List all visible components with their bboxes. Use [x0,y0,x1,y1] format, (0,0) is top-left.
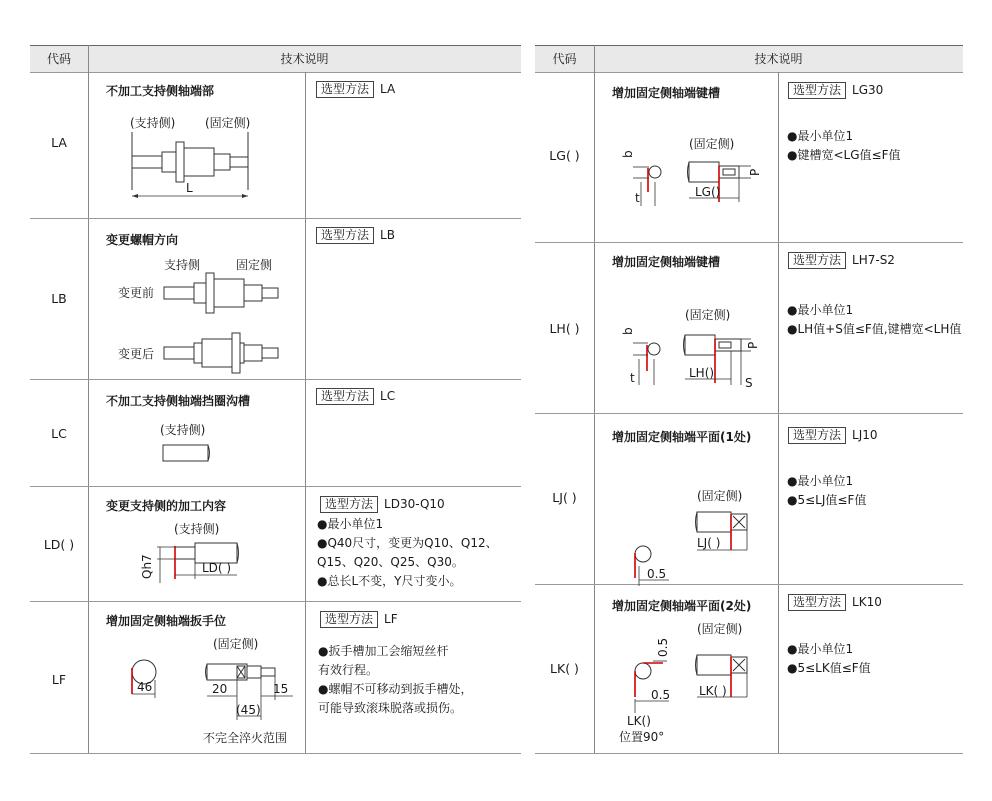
shaft-support-end [132,156,162,168]
row-title: 增加固定侧轴端平面(1处) [612,430,752,444]
lg-figure [615,130,775,220]
selection-label: 选型方法 [788,82,846,99]
note-line: ●键槽宽<LG值≤F值 [787,148,901,162]
row-title: 增加固定侧轴端键槽 [612,86,721,100]
selection-method [788,427,878,444]
selection-method [316,388,395,405]
note-line: ●Q40尺寸，变更为Q10、Q12、 [317,536,498,550]
dim-15: 15 [273,682,289,696]
notes-block [787,301,961,339]
selection-value: LB [380,228,395,242]
selection-method [320,496,445,513]
row-code: LA [51,135,67,150]
row-title: 增加固定侧轴端扳手位 [106,614,227,628]
notes-block [317,515,498,591]
caption-lk: LK() [627,714,651,728]
row-title: 变更螺帽方向 [106,233,179,247]
row-title: 增加固定侧轴端键槽 [612,255,721,269]
nut-flange [176,142,184,182]
row-title: 变更支持侧的加工内容 [106,499,227,513]
dim-lh: LH() [689,366,715,380]
note-line: ●最小单位1 [787,474,854,488]
header-code: 代码 [46,52,71,66]
caption-partial-quench: 不完全淬火范围 [203,731,288,745]
row-code: LG( ) [549,148,580,163]
la-figure [120,112,290,212]
selection-label: 选型方法 [316,81,374,98]
selection-label: 选型方法 [316,388,374,405]
label-support-side: 支持侧 [164,258,201,272]
note-line: 有效行程。 [318,663,379,677]
lj-figure [615,474,775,581]
table-row [30,380,521,487]
note-line: Q15、Q20、Q25、Q30。 [317,555,464,569]
label-before: 变更前 [118,286,155,300]
nut-body [184,148,214,176]
dim-lk: LK( ) [699,684,727,698]
note-line: 可能导致滚珠脱落或损伤。 [318,701,463,715]
dim-t: t [635,191,640,205]
note-line: ●最小单位1 [787,129,854,143]
dim-p: P [746,341,760,349]
lc-figure [160,420,260,480]
label-fixed-side: (固定侧) [697,489,743,503]
label-support-side: (支持侧) [174,522,220,536]
label-support-side: (支持侧) [160,423,206,437]
header-code: 代码 [552,52,577,66]
selection-value: LK10 [852,595,882,609]
selection-method [320,611,398,628]
row-code: LB [51,291,67,306]
label-fixed-side: (固定侧) [697,622,743,636]
selection-value: LH7-S2 [852,253,895,267]
row-code: LH( ) [549,321,580,336]
notes-block [787,472,866,510]
selection-label: 选型方法 [316,227,374,244]
note-line: ●5≤LK值≤F值 [787,661,871,675]
row-code: LC [51,426,67,441]
notes-block [318,642,472,718]
row-title: 不加工支持侧轴端挡圈沟槽 [106,394,251,408]
label-fixed-side: (固定侧) [205,116,251,130]
dim-b: b [621,150,635,158]
shaft-fixed-end [214,154,230,170]
note-line: ●螺帽不可移动到扳手槽处， [318,682,473,696]
note-line: ●扳手槽加工会缩短丝杆 [318,644,449,658]
dim-lj: LJ( ) [697,536,721,550]
note-line: ●总长L不变，Y尺寸变小。 [317,574,462,588]
selection-method [316,81,395,98]
row-code: LK( ) [550,661,579,676]
lk-figure [615,615,775,753]
dim-q: Qh7 [140,554,154,579]
row-code: LJ( ) [552,490,577,505]
selection-value: LJ10 [852,428,878,442]
row-code: LD( ) [43,537,75,552]
table-row [535,243,963,414]
selection-value: LD30-Q10 [384,497,445,511]
note-line: ●最小单位1 [317,517,384,531]
dim-05-vertical: 0.5 [656,637,670,657]
row-title: 增加固定侧轴端平面(2处) [612,599,752,613]
table-row [30,602,521,754]
lf-figure [125,630,305,750]
label-fixed-side: 固定侧 [236,258,273,272]
selection-value: LF [384,612,398,626]
dim-ld: LD( ) [202,561,232,575]
selection-value: LC [380,389,396,403]
header-description: 技术说明 [280,52,329,66]
label-fixed-side: (固定侧) [685,308,731,322]
lh-figure [615,305,775,405]
dim-20: 20 [212,682,228,696]
selection-method [788,594,882,611]
note-line: ●LH值+S值≤F值,键槽宽<LH值 [787,322,962,336]
selection-label: 选型方法 [788,427,846,444]
dim-l: L [186,181,193,195]
table-row [30,487,521,602]
selection-method [788,82,883,99]
row-title: 不加工支持侧轴端部 [106,84,215,98]
caption-position: 位置90° [619,730,665,744]
table-row [30,219,521,380]
table-header [535,45,963,73]
selection-label: 选型方法 [788,252,846,269]
selection-label: 选型方法 [320,611,378,628]
table-row [535,585,963,754]
selection-label: 选型方法 [320,496,378,513]
dim-b: b [621,327,635,335]
selection-method [788,252,895,269]
dim-46: 46 [137,680,153,694]
dim-05-horizontal: 0.5 [651,688,671,702]
label-fixed-side: (固定侧) [213,637,259,651]
label-fixed-side: (固定侧) [689,137,735,151]
dim-s: S [745,376,753,390]
notes-block [787,127,900,165]
lb-figure [118,257,298,377]
selection-method [316,227,395,244]
note-line: ●5≤LJ值≤F值 [787,493,867,507]
dim-lg: LG() [695,185,721,199]
label-support-side: (支持侧) [130,116,176,130]
table-header [30,45,521,73]
table-row [535,72,963,243]
shaft-fixed-tip [230,157,248,167]
selection-value: LA [380,82,396,96]
dim-t: t [630,371,635,385]
header-description: 技术说明 [754,52,803,66]
note-line: ●最小单位1 [787,642,854,656]
table-row [535,414,963,585]
dim-p: P [748,168,762,176]
ld-figure [130,519,270,597]
dim-05: 0.5 [647,567,667,581]
notes-block [787,640,871,678]
dim-45: (45) [236,703,261,717]
label-after: 变更后 [118,347,155,361]
selection-value: LG30 [852,83,884,97]
table-row [30,72,521,219]
selection-label: 选型方法 [788,594,846,611]
note-line: ●最小单位1 [787,303,854,317]
row-code: LF [51,672,67,687]
